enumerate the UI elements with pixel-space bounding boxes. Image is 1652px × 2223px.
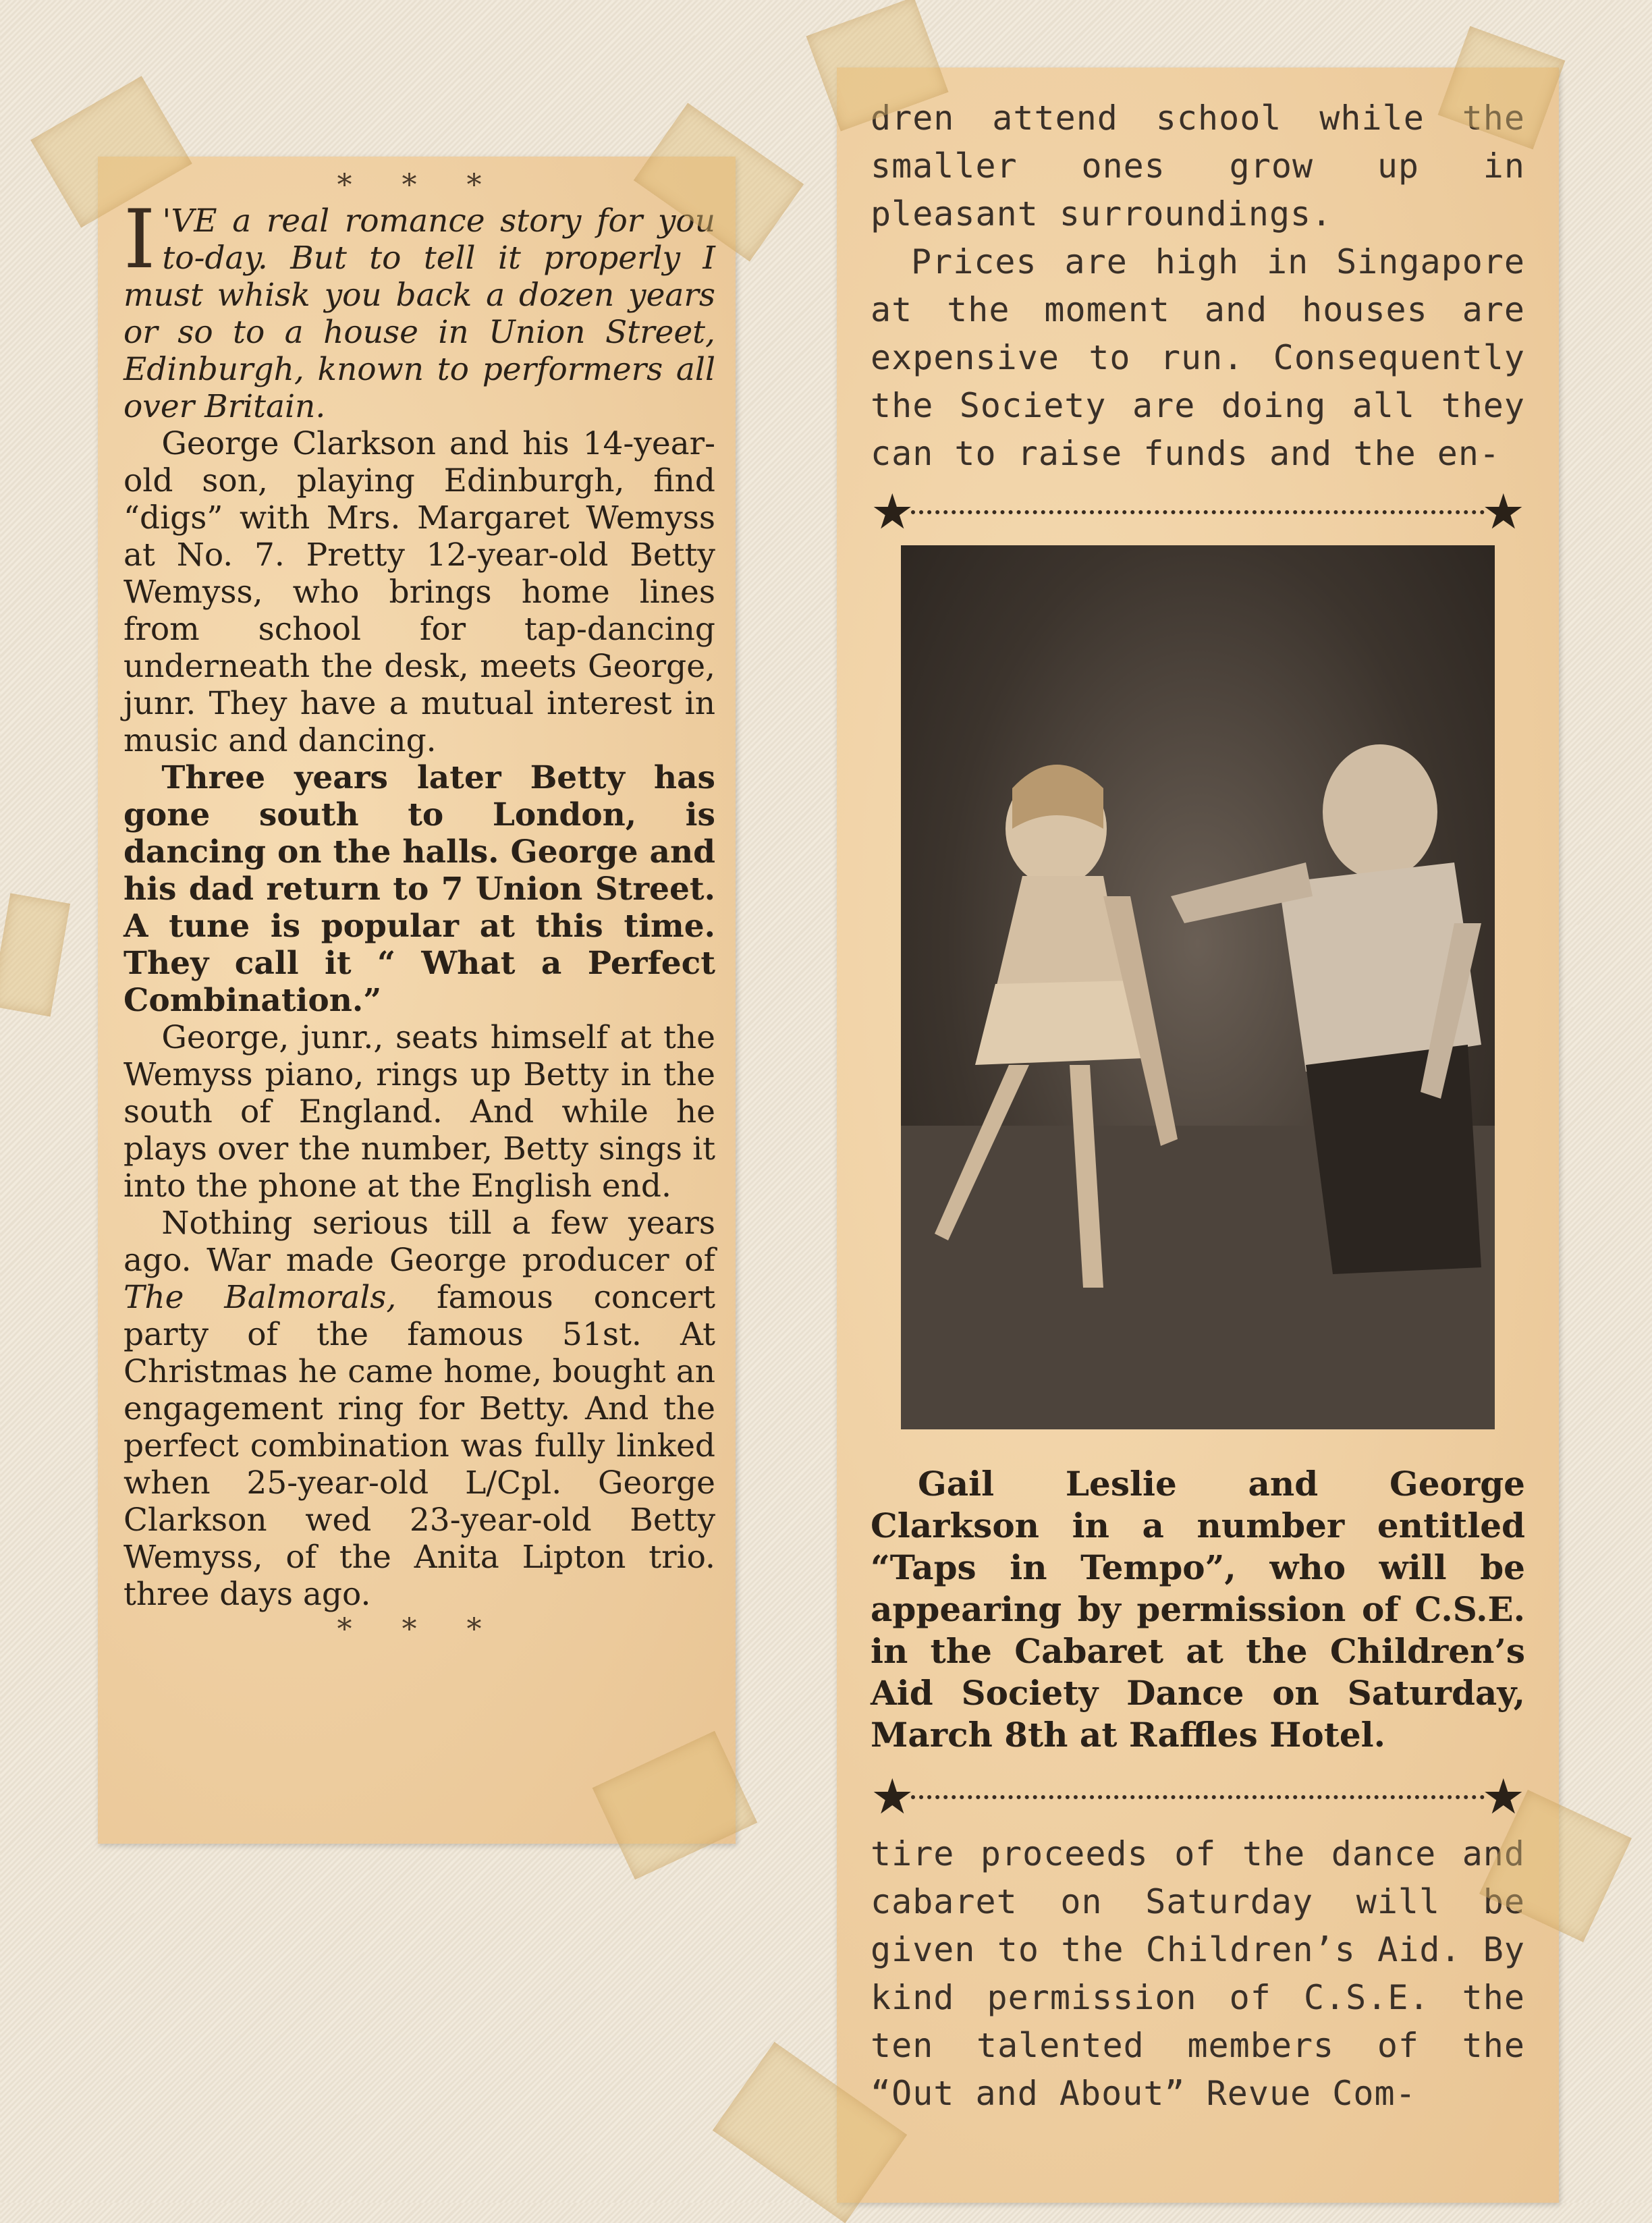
star-icon: ★ xyxy=(1481,1768,1525,1825)
prices-paragraph: Prices are high in Singapore at the moment and houses are expensive to run. Consequently the Society are doing all they can to raise funds and the en- xyxy=(871,242,1525,473)
paragraph-digs: George Clarkson and his 14-year-old son, playing Edinburgh, find “digs” with Mrs. Margaret Wemyss at No. 7. Pretty 12-year-old Betty Wemyss, who brings home lines from school for tap-dancing underneath the desk, meets George, junr. They have a mutual interest in music and dancing. xyxy=(123,425,715,759)
top-ornament: * * * xyxy=(337,168,502,202)
balmorals-title: The Balmorals, xyxy=(123,1279,397,1316)
wedding-text-start: Nothing serious till a few years ago. War made George producer of xyxy=(123,1205,715,1279)
dotted-line xyxy=(911,1795,1485,1799)
photo-caption: Gail Leslie and George Clarkson in a number entitled “Taps in Tempo”, who will be appearing by permission of C.S.E. in the Cabaret at the Children’s Aid Society Dance on Saturday, March 8th at Raffles Hotel. xyxy=(871,1464,1525,1755)
dotted-line xyxy=(911,510,1485,514)
star-rule-top xyxy=(871,485,1525,539)
paragraph-wedding xyxy=(123,1205,715,1613)
intro-text: 'VE a real romance story for you to-day. But to tell it properly I must whisk you back a dozen years or so to a house in Union Street, Edinburgh, known to performers all over Britain. xyxy=(123,202,715,425)
star-rule-bottom xyxy=(871,1769,1525,1823)
dancers-photo xyxy=(901,545,1495,1429)
drop-cap: I xyxy=(123,193,156,287)
paragraph-london: Three years later Betty has gone south to London, is dancing on the halls. George and his dad return to 7 Union Street. A tune is popular at this time. They call it “ What a Perfect Combination.” xyxy=(123,759,715,1019)
star-icon: ★ xyxy=(871,1768,914,1825)
tape-strip xyxy=(0,893,70,1016)
left-clipping xyxy=(98,157,736,1844)
top-paragraph: dren attend school while the smaller ones grow up in pleasant surroundings. xyxy=(871,99,1525,234)
wedding-text-end: famous concert party of the famous 51st. At Christmas he came home, bought an engagement ring for Betty. And the perfect combination was fully linked when 25-year-old L/Cpl. George Clarkson wed 23-year-old Betty Wemyss, of the Anita Lipton trio. three days ago. xyxy=(123,1279,715,1613)
dancers-illustration xyxy=(901,545,1495,1429)
bottom-ornament: * * * xyxy=(337,1612,502,1647)
intro-paragraph xyxy=(123,193,715,425)
star-icon: ★ xyxy=(1481,483,1525,540)
bottom-paragraph: tire proceeds of the dance and cabaret on Saturday will be given to the Children’s Aid. By kind permission of C.S.E. the ten talented members of the “Out and About” Revue Com- xyxy=(871,1834,1525,2113)
paragraph-piano: George, junr., seats himself at the Wemyss piano, rings up Betty in the south of England. And while he plays over the number, Betty sings it into the phone at the English end. xyxy=(123,1019,715,1205)
right-clipping xyxy=(837,67,1559,2203)
star-icon: ★ xyxy=(871,483,914,540)
